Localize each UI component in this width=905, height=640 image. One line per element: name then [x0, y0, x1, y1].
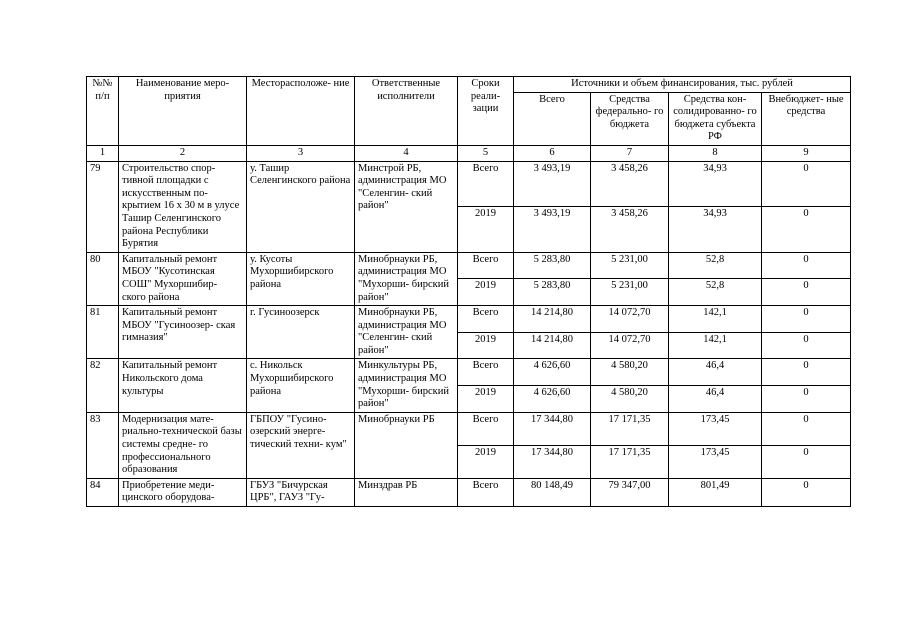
regional-cell: 46,4 [669, 386, 762, 413]
financing-table [86, 76, 851, 507]
header-total: Всего [514, 92, 591, 145]
extra-cell: 0 [762, 445, 851, 478]
federal-cell: 4 580,20 [591, 386, 669, 413]
term-cell: 2019 [458, 445, 514, 478]
row-number: 82 [87, 359, 119, 412]
column-number: 9 [762, 145, 851, 161]
federal-cell: 14 072,70 [591, 332, 669, 359]
regional-cell: 801,49 [669, 478, 762, 506]
regional-cell: 52,8 [669, 252, 762, 279]
total-cell: 14 214,80 [514, 332, 591, 359]
table-row [87, 161, 851, 207]
total-cell: 5 283,80 [514, 252, 591, 279]
federal-cell: 79 347,00 [591, 478, 669, 506]
event-location: ГБПОУ "Гусино- озерский энерге- тический техни- кум" [247, 412, 355, 478]
extra-cell: 0 [762, 161, 851, 207]
column-number: 4 [355, 145, 458, 161]
column-number-row [87, 145, 851, 161]
header-location: Месторасположе- ние [247, 77, 355, 146]
term-cell: 2019 [458, 386, 514, 413]
federal-cell: 5 231,00 [591, 252, 669, 279]
column-number: 2 [119, 145, 247, 161]
event-location: ГБУЗ "Бичурская ЦРБ", ГАУЗ "Гу- [247, 478, 355, 506]
event-responsible: Минобрнауки РБ, администрация МО "Селенгин- ский район" [355, 306, 458, 359]
total-cell: 3 493,19 [514, 207, 591, 253]
column-number: 1 [87, 145, 119, 161]
header-extra: Внебюджет- ные средства [762, 92, 851, 145]
term-cell: 2019 [458, 279, 514, 306]
table-row [87, 306, 851, 333]
extra-cell: 0 [762, 332, 851, 359]
extra-cell: 0 [762, 386, 851, 413]
total-cell: 4 626,60 [514, 359, 591, 386]
column-number: 8 [669, 145, 762, 161]
federal-cell: 3 458,26 [591, 207, 669, 253]
regional-cell: 142,1 [669, 332, 762, 359]
extra-cell: 0 [762, 359, 851, 386]
event-location: у. Ташир Селенгинского района [247, 161, 355, 252]
table-row [87, 252, 851, 279]
regional-cell: 52,8 [669, 279, 762, 306]
header-regional: Средства кон- солидированно- го бюджета субъекта РФ [669, 92, 762, 145]
total-cell: 4 626,60 [514, 386, 591, 413]
header-responsible: Ответственные исполнители [355, 77, 458, 146]
extra-cell: 0 [762, 207, 851, 253]
term-cell: Всего [458, 478, 514, 506]
regional-cell: 142,1 [669, 306, 762, 333]
regional-cell: 34,93 [669, 207, 762, 253]
total-cell: 14 214,80 [514, 306, 591, 333]
event-location: у. Кусоты Мухоршибирского района [247, 252, 355, 305]
federal-cell: 17 171,35 [591, 412, 669, 445]
event-responsible: Минкультуры РБ, администрация МО "Мухорши- бирский район" [355, 359, 458, 412]
row-number: 80 [87, 252, 119, 305]
federal-cell: 14 072,70 [591, 306, 669, 333]
total-cell: 80 148,49 [514, 478, 591, 506]
federal-cell: 5 231,00 [591, 279, 669, 306]
regional-cell: 46,4 [669, 359, 762, 386]
term-cell: Всего [458, 306, 514, 333]
total-cell: 3 493,19 [514, 161, 591, 207]
regional-cell: 173,45 [669, 445, 762, 478]
event-responsible: Минстрой РБ, администрация МО "Селенгин- ский район" [355, 161, 458, 252]
row-number: 83 [87, 412, 119, 478]
header-terms: Сроки реали- зации [458, 77, 514, 146]
extra-cell: 0 [762, 478, 851, 506]
term-cell: 2019 [458, 332, 514, 359]
event-name: Капитальный ремонт МБОУ "Гусиноозер- ская гимназия" [119, 306, 247, 359]
event-name: Капитальный ремонт Никольского дома культуры [119, 359, 247, 412]
header-federal: Средства федерально- го бюджета [591, 92, 669, 145]
total-cell: 5 283,80 [514, 279, 591, 306]
table-row [87, 412, 851, 445]
header-funding: Источники и объем финансирования, тыс. рублей [514, 77, 851, 93]
federal-cell: 4 580,20 [591, 359, 669, 386]
table-row [87, 478, 851, 506]
event-location: с. Никольск Мухоршибирского района [247, 359, 355, 412]
row-number: 79 [87, 161, 119, 252]
header-row [87, 77, 851, 93]
total-cell: 17 344,80 [514, 445, 591, 478]
column-number: 5 [458, 145, 514, 161]
event-name: Строительство спор- тивной площадки с искусственным по- крытием 16 х 30 м в улусе Ташир Селенгинского района Республики Бурятия [119, 161, 247, 252]
column-number: 3 [247, 145, 355, 161]
table-row [87, 359, 851, 386]
term-cell: 2019 [458, 207, 514, 253]
extra-cell: 0 [762, 306, 851, 333]
event-responsible: Минобрнауки РБ, администрация МО "Мухорши- бирский район" [355, 252, 458, 305]
event-name: Капитальный ремонт МБОУ "Кусотинская СОШ" Мухоршибир- ского района [119, 252, 247, 305]
federal-cell: 17 171,35 [591, 445, 669, 478]
regional-cell: 173,45 [669, 412, 762, 445]
event-responsible: Минздрав РБ [355, 478, 458, 506]
term-cell: Всего [458, 359, 514, 386]
event-responsible: Минобрнауки РБ [355, 412, 458, 478]
column-number: 6 [514, 145, 591, 161]
extra-cell: 0 [762, 279, 851, 306]
term-cell: Всего [458, 252, 514, 279]
header-name: Наименование меро- приятия [119, 77, 247, 146]
total-cell: 17 344,80 [514, 412, 591, 445]
regional-cell: 34,93 [669, 161, 762, 207]
row-number: 84 [87, 478, 119, 506]
federal-cell: 3 458,26 [591, 161, 669, 207]
row-number: 81 [87, 306, 119, 359]
column-number: 7 [591, 145, 669, 161]
term-cell: Всего [458, 161, 514, 207]
extra-cell: 0 [762, 252, 851, 279]
extra-cell: 0 [762, 412, 851, 445]
header-no: №№ п/п [87, 77, 119, 146]
event-name: Модернизация мате- риально-технической базы системы средне- го профессионального образования [119, 412, 247, 478]
term-cell: Всего [458, 412, 514, 445]
event-name: Приобретение меди- цинского оборудова- [119, 478, 247, 506]
event-location: г. Гусиноозерск [247, 306, 355, 359]
